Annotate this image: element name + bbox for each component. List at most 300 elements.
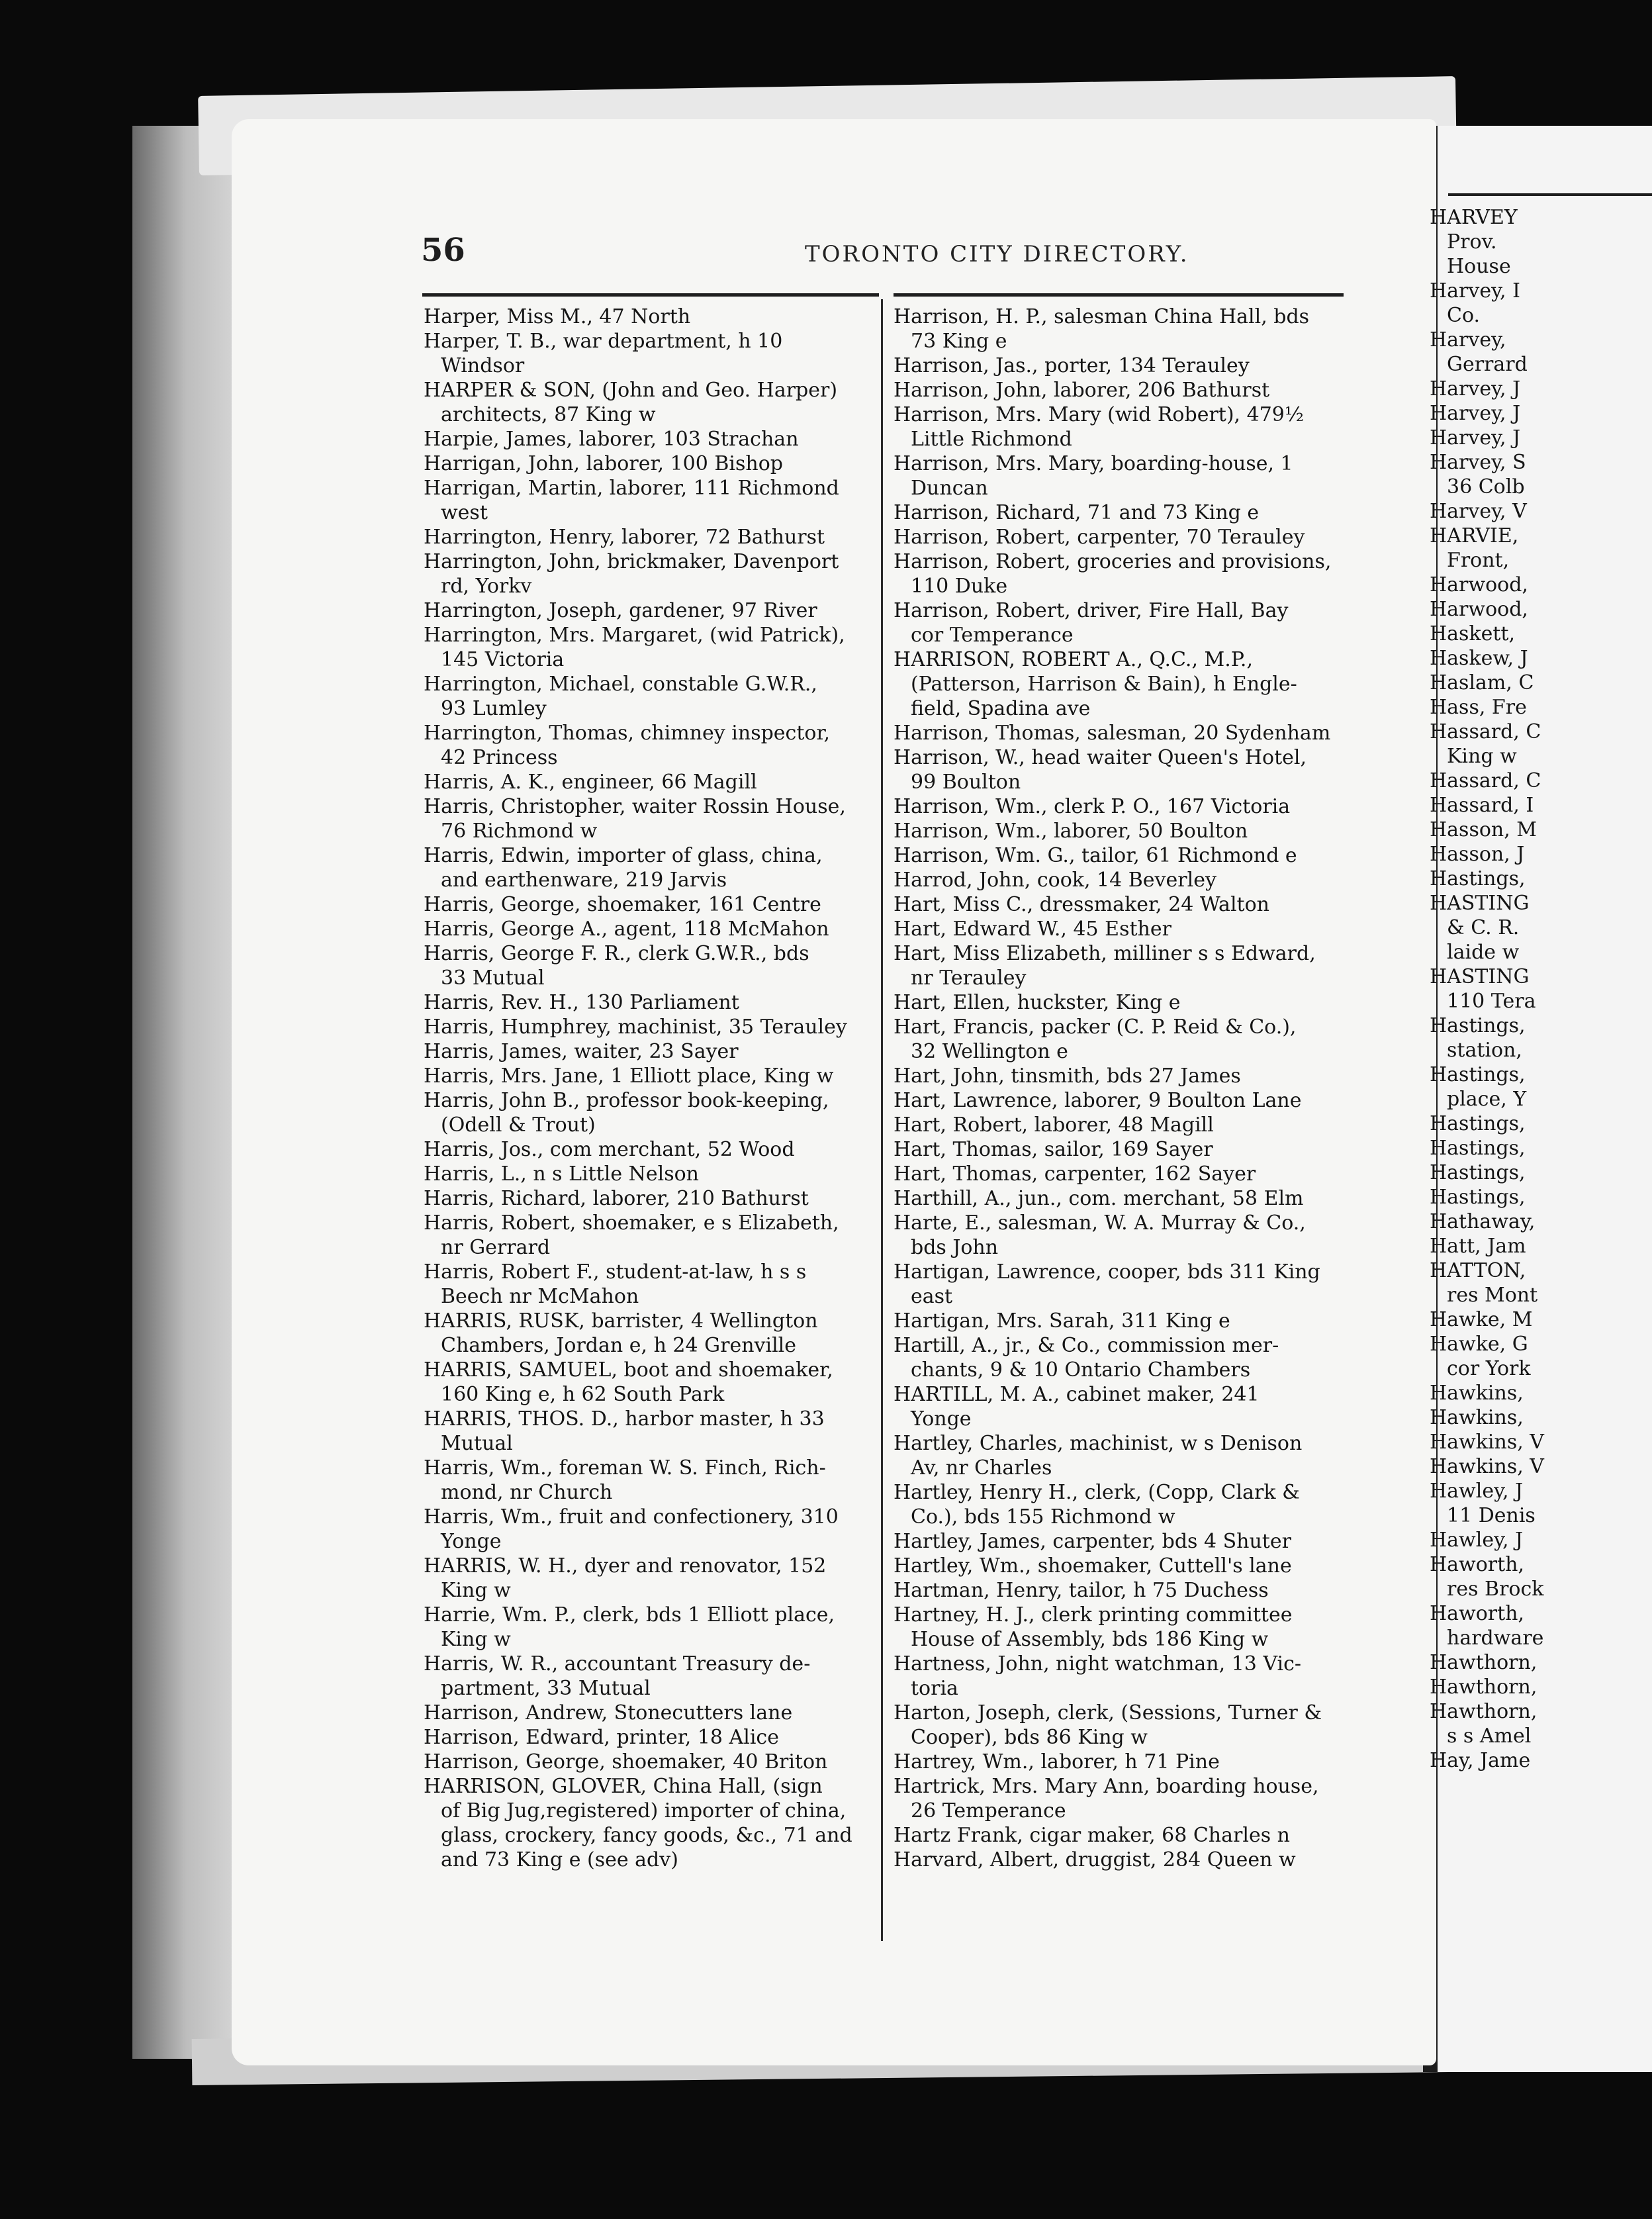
entry-line: Harris, Robert, shoemaker, e s Elizabeth, [424,1211,839,1235]
entry-line: HARRIS, THOS. D., harbor master, h 33 [424,1407,825,1431]
fragment-line: House [1447,255,1511,278]
fragment-line: Hawkins, [1430,1406,1524,1429]
entry-continuation-line: and 73 King e (see adv) [441,1848,678,1871]
entry-line: Harper, Miss M., 47 North [424,305,691,328]
directory-entry [894,1652,1344,1701]
entry-line: HARRIS, RUSK, barrister, 4 Wellington [424,1309,818,1333]
directory-entry [894,1211,1344,1260]
entry-continuation-line: Chambers, Jordan e, h 24 Grenville [441,1334,797,1357]
directory-entry [424,770,874,794]
directory-entry-fragment [1430,769,1641,793]
entry-line: Harrington, Thomas, chimney inspector, [424,722,831,745]
fragment-line: Haskew, J [1430,647,1528,670]
entry-line: Harrington, Joseph, gardener, 97 River [424,599,817,622]
entry-line: Harrison, George, shoemaker, 40 Briton [424,1750,828,1773]
entry-line: Harrison, Wm., clerk P. O., 167 Victoria [894,795,1291,818]
entry-line: Harrison, Wm., laborer, 50 Boulton [894,820,1248,843]
directory-entry [424,1309,874,1358]
fragment-line: Hastings, [1430,1186,1526,1209]
directory-entry [894,500,1344,525]
directory-entry [424,1456,874,1505]
entry-line: Harrison, Mrs. Mary (wid Robert), 479½ [894,403,1304,426]
directory-entry [894,1382,1344,1431]
directory-entry-fragment [1430,205,1641,279]
fragment-line: HASTING [1430,892,1530,915]
directory-entry [424,1701,874,1725]
entry-line: Hartigan, Lawrence, cooper, bds 311 King [894,1260,1320,1284]
directory-entry [424,525,874,549]
directory-entry [894,354,1344,378]
directory-entry [894,1309,1344,1333]
entry-line: Hartz Frank, cigar maker, 68 Charles n [894,1824,1290,1847]
entry-line: Hartley, Charles, machinist, w s Denison [894,1432,1303,1455]
directory-entry-fragment [1430,842,1641,867]
fragment-line: Hasson, M [1430,818,1537,841]
entry-continuation-line: Beech nr McMahon [441,1285,639,1308]
directory-entry [424,1186,874,1211]
entry-line: HARPER & SON, (John and Geo. Harper) [424,379,838,402]
fragment-line: Hassard, C [1430,769,1541,792]
directory-entry-fragment [1430,524,1641,573]
fragment-line: Hastings, [1430,1112,1526,1135]
fragment-line: place, Y [1447,1088,1527,1111]
entry-continuation-line: (Odell & Trout) [441,1113,596,1137]
directory-entry [894,1088,1344,1113]
entry-line: Harrison, Wm. G., tailor, 61 Richmond e [894,844,1297,867]
directory-entry-fragment [1430,401,1641,426]
directory-entry [894,1186,1344,1211]
entry-line: Hart, Edward W., 45 Esther [894,918,1171,941]
directory-entry [424,1725,874,1750]
directory-entry [894,1554,1344,1578]
page-number: 56 [421,232,465,269]
entry-line: Hart, Francis, packer (C. P. Reid & Co.), [894,1015,1297,1039]
right-page-header-rule [1448,193,1652,196]
entry-line: Harris, Robert F., student-at-law, h s s [424,1260,807,1284]
fragment-line: Hawthorn, [1430,1700,1537,1723]
directory-entry-fragment [1430,1528,1641,1552]
fragment-line: Prov. [1447,230,1497,254]
directory-entry [424,1039,874,1064]
page-header [421,232,1566,271]
fragment-line: cor York [1447,1357,1531,1380]
fragment-line: Hawkins, V [1430,1431,1544,1454]
header-rule-left [422,293,879,297]
directory-entry [424,451,874,476]
entry-continuation-line: mond, nr Church [441,1481,613,1504]
directory-entry-fragment [1430,646,1641,671]
entry-line: Harrison, W., head waiter Queen's Hotel, [894,746,1307,769]
entry-continuation-line: nr Terauley [911,967,1027,990]
directory-entry [424,917,874,941]
directory-entry [894,843,1344,868]
fragment-line: Harvey, [1430,328,1506,352]
entry-line: Harper, T. B., war department, h 10 [424,330,783,353]
directory-entry [424,1211,874,1260]
directory-entry [894,1750,1344,1774]
directory-entry [424,1652,874,1701]
fragment-line: Harvey, J [1430,402,1521,425]
directory-entry [894,305,1344,354]
fragment-line: Haworth, [1430,1553,1525,1576]
fragment-line: Hawke, G [1430,1333,1528,1356]
entry-line: Hartrey, Wm., laborer, h 71 Pine [894,1750,1220,1773]
entry-line: Harris, Christopher, waiter Rossin House, [424,795,846,818]
directory-entry-fragment [1430,426,1641,450]
directory-entry [894,1260,1344,1309]
entry-continuation-line: (Patterson, Harrison & Bain), h Engle- [911,673,1297,696]
directory-entry [894,1015,1344,1064]
entry-continuation-line: Cooper), bds 86 King w [911,1726,1148,1749]
directory-entry [894,1333,1344,1382]
entry-continuation-line: of Big Jug,registered) importer of china, [441,1799,847,1822]
fragment-line: Hatt, Jam [1430,1235,1526,1258]
directory-entry [894,1603,1344,1652]
directory-entry-fragment [1430,695,1641,720]
entry-continuation-line: bds John [911,1236,999,1259]
entry-line: Harrod, John, cook, 14 Beverley [894,869,1216,892]
fragment-line: s s Amel [1447,1724,1532,1748]
entry-continuation-line: 76 Richmond w [441,820,598,843]
directory-entry-fragment [1430,793,1641,818]
entry-continuation-line: east [911,1285,953,1308]
directory-entry [894,525,1344,549]
directory-entry-fragment [1430,1430,1641,1454]
entry-line: Harrison, John, laborer, 206 Bathurst [894,379,1270,402]
directory-entry [424,892,874,917]
entry-line: Harrison, Robert, groceries and provisions, [894,550,1332,573]
directory-entry-fragment [1430,1136,1641,1160]
entry-line: Hart, Miss Elizabeth, milliner s s Edward, [894,942,1316,965]
entry-line: Harris, Edwin, importer of glass, china, [424,844,823,867]
directory-entry-fragment [1430,1307,1641,1332]
fragment-line: Haskett, [1430,622,1516,645]
directory-entry [894,941,1344,990]
fragment-line: Hathaway, [1430,1210,1536,1233]
fragment-line: Front, [1447,549,1510,572]
fragment-line: laide w [1447,941,1520,964]
directory-entry [424,1088,874,1137]
entry-continuation-line: cor Temperance [911,624,1074,647]
entry-line: Hartney, H. J., clerk printing committee [894,1603,1293,1627]
entry-line: Hartley, James, carpenter, bds 4 Shuter [894,1530,1291,1553]
directory-entry-fragment [1430,1062,1641,1111]
directory-entry [424,1162,874,1186]
entry-line: HARRISON, ROBERT A., Q.C., M.P., [894,648,1253,671]
directory-entry [894,794,1344,819]
directory-entry [424,1015,874,1039]
directory-entry [894,1162,1344,1186]
entry-line: Harris, L., n s Little Nelson [424,1162,700,1186]
entry-line: Harris, John B., professor book-keeping, [424,1089,829,1112]
directory-column-middle [894,305,1344,1872]
entry-continuation-line: Duncan [911,477,988,500]
directory-entry [424,990,874,1015]
directory-entry [424,305,874,329]
entry-line: Harrington, John, brickmaker, Davenport [424,550,839,573]
entry-continuation-line: rd, Yorkv [441,575,532,598]
directory-entry [894,549,1344,598]
entry-continuation-line: chants, 9 & 10 Ontario Chambers [911,1358,1251,1382]
entry-continuation-line: and earthenware, 219 Jarvis [441,869,727,892]
entry-continuation-line: 99 Boulton [911,771,1021,794]
directory-entry-fragment [1430,1748,1641,1773]
entry-line: Harris, W. R., accountant Treasury de- [424,1652,811,1676]
entry-continuation-line: Av, nr Charles [911,1456,1052,1480]
directory-entry [894,647,1344,721]
fragment-line: Hastings, [1430,867,1526,890]
entry-line: HARRIS, W. H., dyer and renovator, 152 [424,1554,827,1578]
directory-entry [424,794,874,843]
entry-line: Harris, Wm., foreman W. S. Finch, Rich- [424,1456,826,1480]
fragment-line: 110 Tera [1447,990,1536,1013]
directory-entry [894,819,1344,843]
directory-entry-fragment [1430,1014,1641,1062]
entry-line: Harris, James, waiter, 23 Sayer [424,1040,739,1063]
directory-entry-fragment [1430,1454,1641,1479]
fragment-line: Hastings, [1430,1014,1526,1037]
directory-entry [894,378,1344,402]
entry-line: Hartrick, Mrs. Mary Ann, boarding house, [894,1775,1319,1798]
directory-entry [894,1823,1344,1848]
directory-entry-fragment [1430,818,1641,842]
fragment-line: HARVIE, [1430,524,1519,547]
directory-entry-fragment [1430,279,1641,328]
directory-entry-fragment [1430,867,1641,891]
entry-continuation-line: King w [441,1579,511,1602]
left-page [232,119,1436,2065]
entry-line: Harris, Jos., com merchant, 52 Wood [424,1138,795,1161]
directory-entry [894,1431,1344,1480]
entry-line: Harris, Wm., fruit and confectionery, 310 [424,1505,839,1529]
fragment-line: Haworth, [1430,1602,1525,1625]
entry-line: HARRIS, SAMUEL, boot and shoemaker, [424,1358,833,1382]
fragment-line: Hassard, I [1430,794,1534,817]
directory-entry [894,1701,1344,1750]
directory-entry-fragment [1430,1185,1641,1209]
fragment-line: Harvey, S [1430,451,1526,474]
fragment-line: res Mont [1447,1284,1538,1307]
entry-continuation-line: 93 Lumley [441,697,547,720]
entry-line: Harthill, A., jun., com. merchant, 58 Elm [894,1187,1304,1210]
entry-line: Harris, Richard, laborer, 210 Bathurst [424,1187,809,1210]
directory-entry [424,1137,874,1162]
entry-line: Harris, Rev. H., 130 Parliament [424,991,739,1014]
directory-entry-fragment [1430,622,1641,646]
fragment-line: Harvey, J [1430,377,1521,401]
directory-entry [424,1603,874,1652]
directory-column-left [424,305,874,1872]
fragment-line: HARVEY [1430,206,1518,229]
entry-line: Hartigan, Mrs. Sarah, 311 King e [894,1309,1230,1333]
fragment-line: res Brock [1447,1578,1544,1601]
directory-entry [424,1505,874,1554]
entry-continuation-line: partment, 33 Mutual [441,1677,651,1700]
entry-line: Harrison, H. P., salesman China Hall, bds [894,305,1310,328]
directory-entry [894,745,1344,794]
entry-line: Harte, E., salesman, W. A. Murray & Co., [894,1211,1306,1235]
directory-entry [894,1480,1344,1529]
entry-line: Hartley, Wm., shoemaker, Cuttell's lane [894,1554,1292,1578]
directory-column-right-page [1430,205,1641,1773]
directory-entry-fragment [1430,671,1641,695]
entry-line: Harrigan, John, laborer, 100 Bishop [424,452,783,475]
entry-line: Harrison, Robert, driver, Fire Hall, Bay [894,599,1289,622]
fragment-line: 11 Denis [1447,1504,1536,1527]
directory-entry [894,917,1344,941]
fragment-line: Co. [1447,304,1481,327]
directory-entry-fragment [1430,450,1641,499]
entry-line: Harrison, Edward, printer, 18 Alice [424,1726,779,1749]
entry-line: Hartness, John, night watchman, 13 Vic- [894,1652,1302,1676]
entry-line: Hart, Thomas, carpenter, 162 Sayer [894,1162,1256,1186]
directory-entry [424,378,874,427]
fragment-line: Harwood, [1430,598,1528,621]
entry-line: Harris, A. K., engineer, 66 Magill [424,771,757,794]
entry-continuation-line: Co.), bds 155 Richmond w [911,1505,1175,1529]
directory-entry-fragment [1430,1601,1641,1650]
directory-entry [424,721,874,770]
entry-line: Hart, Thomas, sailor, 169 Sayer [894,1138,1213,1161]
fragment-line: Hay, Jame [1430,1749,1531,1772]
directory-entry [424,549,874,598]
entry-continuation-line: 160 King e, h 62 South Park [441,1383,725,1406]
directory-entry [424,1554,874,1603]
directory-entry [894,1113,1344,1137]
directory-entry [894,402,1344,451]
directory-entry [424,672,874,721]
fragment-line: Harvey, V [1430,500,1527,523]
directory-entry-fragment [1430,1332,1641,1381]
entry-line: HARRISON, GLOVER, China Hall, (sign [424,1775,823,1798]
directory-entry-fragment [1430,1699,1641,1748]
entry-line: Hartley, Henry H., clerk, (Copp, Clark & [894,1481,1300,1504]
directory-entry-fragment [1430,573,1641,597]
directory-entry-fragment [1430,1650,1641,1675]
directory-entry [424,476,874,525]
entry-continuation-line: 32 Wellington e [911,1040,1068,1063]
fragment-line: Hass, Fre [1430,696,1527,719]
fragment-line: station, [1447,1039,1522,1062]
directory-entry [894,990,1344,1015]
directory-entry [894,1848,1344,1872]
entry-continuation-line: nr Gerrard [441,1236,551,1259]
entry-line: Harrison, Richard, 71 and 73 King e [894,501,1260,524]
fragment-line: Hawkins, V [1430,1455,1544,1478]
fragment-line: Hawthorn, [1430,1676,1537,1699]
entry-line: Harrison, Robert, carpenter, 70 Terauley [894,526,1305,549]
directory-entry-fragment [1430,1405,1641,1430]
entry-continuation-line: Little Richmond [911,428,1072,451]
directory-entry [424,427,874,451]
entry-line: Harris, Mrs. Jane, 1 Elliott place, King w [424,1064,834,1088]
directory-entry [894,451,1344,500]
entry-continuation-line: Windsor [441,354,525,377]
entry-line: Hart, Robert, laborer, 48 Magill [894,1113,1214,1137]
fragment-line: Hawkins, [1430,1382,1524,1405]
entry-line: Hart, Lawrence, laborer, 9 Boulton Lane [894,1089,1302,1112]
directory-entry [894,892,1344,917]
directory-entry-fragment [1430,965,1641,1014]
fragment-line: Hassard, C [1430,720,1541,743]
entry-continuation-line: 33 Mutual [441,967,545,990]
entry-continuation-line: architects, 87 King w [441,403,656,426]
directory-entry [894,721,1344,745]
fragment-line: Hastings, [1430,1137,1526,1160]
fragment-line: HATTON, [1430,1259,1526,1282]
directory-entry [424,1260,874,1309]
fragment-line: Hawthorn, [1430,1651,1537,1674]
entry-continuation-line: Yonge [911,1407,972,1431]
fragment-line: Hawke, M [1430,1308,1533,1331]
entry-line: Harrington, Michael, constable G.W.R., [424,673,817,696]
directory-entry-fragment [1430,499,1641,524]
directory-entry [424,1358,874,1407]
entry-line: Harrison, Mrs. Mary, boarding-house, 1 [894,452,1293,475]
entry-line: Hart, Ellen, huckster, King e [894,991,1181,1014]
directory-entry [894,598,1344,647]
directory-entry [424,1750,874,1774]
directory-entry-fragment [1430,377,1641,401]
entry-continuation-line: King w [441,1628,511,1651]
entry-line: Hart, Miss C., dressmaker, 24 Walton [894,893,1269,916]
entry-continuation-line: 26 Temperance [911,1799,1066,1822]
column-divider [881,299,883,1941]
entry-continuation-line: Mutual [441,1432,513,1455]
directory-entry [424,1407,874,1456]
fragment-line: 36 Colb [1447,475,1525,498]
entry-continuation-line: 145 Victoria [441,648,565,671]
directory-entry [894,1064,1344,1088]
entry-line: HARTILL, M. A., cabinet maker, 241 [894,1383,1260,1406]
fragment-line: Harwood, [1430,573,1528,596]
entry-line: Harrington, Henry, laborer, 72 Bathurst [424,526,825,549]
fragment-line: Hawley, J [1430,1529,1524,1552]
entry-line: Harrie, Wm. P., clerk, bds 1 Elliott place, [424,1603,835,1627]
directory-entry-fragment [1430,1258,1641,1307]
entry-line: Hart, John, tinsmith, bds 27 James [894,1064,1241,1088]
directory-entry [894,868,1344,892]
fragment-line: Hastings, [1430,1063,1526,1086]
entry-continuation-line: toria [911,1677,958,1700]
directory-entry-fragment [1430,1160,1641,1185]
directory-entry-fragment [1430,1675,1641,1699]
entry-continuation-line: glass, crockery, fancy goods, &c., 71 and [441,1824,852,1847]
directory-entry-fragment [1430,1552,1641,1601]
entry-line: Harvard, Albert, druggist, 284 Queen w [894,1848,1296,1871]
entry-line: Harrison, Thomas, salesman, 20 Sydenham [894,722,1331,745]
directory-entry-fragment [1430,1479,1641,1528]
directory-entry-fragment [1430,720,1641,769]
entry-line: Harrington, Mrs. Margaret, (wid Patrick), [424,624,845,647]
entry-continuation-line: west [441,501,488,524]
directory-entry-fragment [1430,597,1641,622]
directory-entry-fragment [1430,891,1641,965]
entry-continuation-line: 73 King e [911,330,1007,353]
entry-continuation-line: House of Assembly, bds 186 King w [911,1628,1269,1651]
fragment-line: Haslam, C [1430,671,1534,694]
fragment-line: Harvey, J [1430,426,1521,449]
fragment-line: Hastings, [1430,1161,1526,1184]
fragment-line: Hasson, J [1430,843,1525,866]
entry-line: Harpie, James, laborer, 103 Strachan [424,428,799,451]
directory-entry-fragment [1430,1111,1641,1136]
fragment-line: Hawley, J [1430,1480,1524,1503]
entry-line: Harrison, Jas., porter, 134 Terauley [894,354,1250,377]
fragment-line: hardware [1447,1627,1544,1650]
header-rule-right [894,293,1344,297]
fragment-line: & C. R. [1447,916,1520,939]
